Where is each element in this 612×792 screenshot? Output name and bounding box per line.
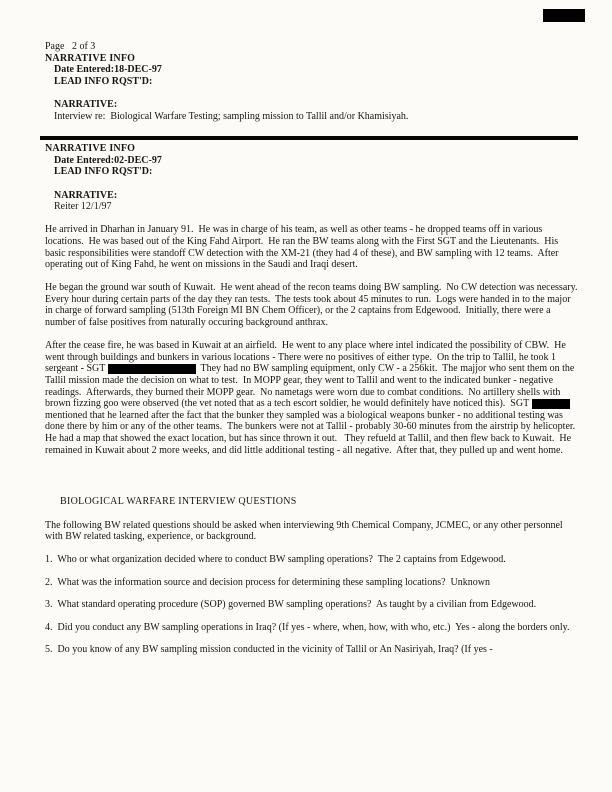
- narrative-paragraphs: [45, 224, 583, 456]
- narrative-info-header: NARRATIVE INFO: [45, 143, 136, 155]
- narrative-paragraph: He arrived in Dharhan in January 91. He was in charge of his team, as well as other teams - he dropped teams off in various locations. He was based out of the King Fahd Airport. He ran the BW teams along with the First SGT and the Lieutenants. His basic responsibilities were standoff CW detection with the XM-21 (they had 4 of these), and BW sampling with 12 teams. After operating out of King Fahd, he went on missions in the Saudi and Iraqi desert.: [45, 224, 562, 271]
- bw-question: 2. What was the information source and decision process for determining these sampling locations? Unknown: [45, 576, 490, 588]
- narrative-label: NARRATIVE:: [54, 189, 118, 201]
- narrative-summary-text: Interview re: Biological Warfare Testing; sampling mission to Tallil and/or Khamisiyah.: [54, 110, 409, 122]
- corner-redaction-mark: [543, 9, 585, 22]
- narrative-paragraph: He began the ground war south of Kuwait. He went ahead of the recon teams doing BW sampling. No CW detection was necessary. Every hour during certain parts of the day they ran tests. The tests took about 45 minutes to run. Logs were handed in to the major in charge of forward sampling (513th Foreign MI BN Chem Officer), or the 2 captains from Edgewood. Initially, there were a number of false positives from naturally occuring background anthrax.: [45, 282, 583, 329]
- bw-question: 1. Who or what organization decided where to conduct BW sampling operations? The 2 captains from Edgewood.: [45, 553, 506, 565]
- narrative-paragraph: After the cease fire, he was based in Kuwait at an airfield. He went to any place where intel indicated the possibility of CBW. He went through buildings and bunkers in various locations - There were no positives of either type. On the trip to Tallil, he took 1 sergeant - SGT They had no BW sampling equipment, only CW - a 256kit. The majjor who sent them on the Tallil mission made the decision on what to test. In MOPP gear, they went to Tallil and went to the indicated bunker - negative readings. Afterwards, they burned their MOPP gear. No nametags were worn due to combat conditions. No artillery shells with brown fizzing goo were observed (the vet noted that as a tech escort soldier, he would definitely have noticed this). SGT mentioned that he learned after the fact that the bunker they sampled was a biological weapons bunker - no additional testing was done there by him or any of the other teams. The bunkers were not at Tallil - probably 30-60 minutes from the airstrip by helicopter. He had a map that showed the exact location, but has since thrown it out. They refueld at Tallil, and then flew back to Kuwait. He remained in Kuwait about 2 more weeks, and did little additional testing - all negative. After that, they pulled up and went home.: [45, 340, 581, 456]
- bw-questions-section: [45, 496, 578, 656]
- bw-question: 4. Did you conduct any BW sampling operations in Iraq? (If yes - where, when, how, with who, etc.) Yes - along the borders only.: [45, 621, 570, 633]
- date-entered-field: Date Entered:18-DEC-97: [54, 64, 162, 76]
- redaction-bar: [108, 364, 196, 374]
- date-entered-field: Date Entered:02-DEC-97: [54, 154, 162, 166]
- narrative-label: NARRATIVE:: [54, 98, 118, 110]
- section-divider-rule: [40, 136, 578, 140]
- bw-questions-heading: BIOLOGICAL WARFARE INTERVIEW QUESTIONS: [60, 496, 297, 508]
- narrative-info-header: NARRATIVE INFO: [45, 52, 136, 64]
- bw-questions-intro: The following BW related questions should be asked when interviewing 9th Chemical Company, JCMEC, or any other personnel with BW related tasking, experience, or background.: [45, 519, 566, 543]
- page-number-label: Page 2 of 3: [45, 41, 96, 52]
- bw-questions-list: [45, 554, 578, 656]
- narrative-author: Reiter 12/1/97: [54, 201, 112, 213]
- page-content: [45, 41, 583, 656]
- lead-info-field: LEAD INFO RQST'D:: [54, 166, 153, 178]
- lead-info-field: LEAD INFO RQST'D:: [54, 75, 153, 87]
- narrative-block-2: [45, 143, 583, 456]
- bw-question: 3. What standard operating procedure (SOP) governed BW sampling operations? As taught by a civilian from Edgewood.: [45, 599, 537, 611]
- narrative-block-1: [45, 53, 578, 123]
- redaction-bar: [532, 399, 570, 409]
- bw-question: 5. Do you know of any BW sampling mission conducted in the vicinity of Tallil or An Nasiriyah, Iraq? (If yes -: [45, 644, 493, 656]
